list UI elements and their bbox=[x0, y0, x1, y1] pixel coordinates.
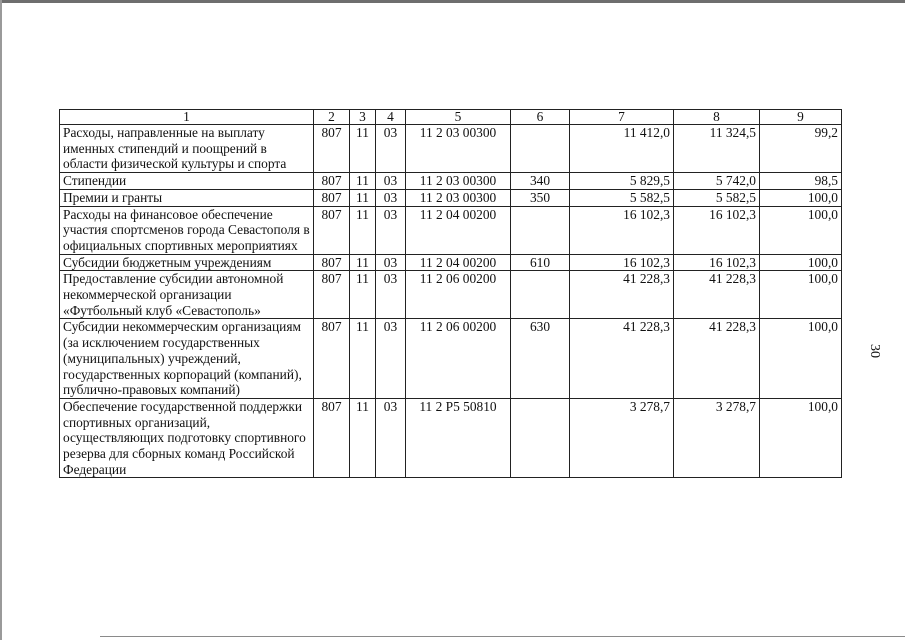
section-code-cell: 11 bbox=[350, 206, 376, 254]
executed-amount-cell: 5 742,0 bbox=[674, 173, 760, 190]
section-code-cell: 11 bbox=[350, 254, 376, 271]
subsection-code-cell: 03 bbox=[376, 319, 406, 399]
execution-percent-cell: 100,0 bbox=[760, 206, 842, 254]
column-number-6: 6 bbox=[511, 110, 570, 125]
expense-type-cell: 340 bbox=[511, 173, 570, 190]
subsection-code-cell: 03 bbox=[376, 254, 406, 271]
table-row bbox=[60, 254, 842, 271]
column-number-5: 5 bbox=[406, 110, 511, 125]
expense-name-cell: Субсидии некоммерческим организациям (за исключением государственных (муниципальных) учреждений, государственных корпораций (компаний), публично-правовых компаний) bbox=[60, 319, 314, 399]
expense-type-cell: 610 bbox=[511, 254, 570, 271]
execution-percent-cell: 100,0 bbox=[760, 254, 842, 271]
planned-amount-cell: 5 829,5 bbox=[570, 173, 674, 190]
planned-amount-cell: 41 228,3 bbox=[570, 271, 674, 319]
budget-table bbox=[59, 109, 842, 478]
subsection-code-cell: 03 bbox=[376, 125, 406, 173]
ministry-code-cell: 807 bbox=[314, 206, 350, 254]
table-row bbox=[60, 271, 842, 319]
scan-border-left bbox=[0, 0, 2, 640]
subsection-code-cell: 03 bbox=[376, 271, 406, 319]
target-article-cell: 11 2 06 00200 bbox=[406, 271, 511, 319]
expense-type-cell bbox=[511, 206, 570, 254]
planned-amount-cell: 3 278,7 bbox=[570, 398, 674, 478]
target-article-cell: 11 2 03 00300 bbox=[406, 189, 511, 206]
planned-amount-cell: 16 102,3 bbox=[570, 254, 674, 271]
subsection-code-cell: 03 bbox=[376, 398, 406, 478]
execution-percent-cell: 100,0 bbox=[760, 319, 842, 399]
target-article-cell: 11 2 04 00200 bbox=[406, 206, 511, 254]
target-article-cell: 11 2 06 00200 bbox=[406, 319, 511, 399]
column-number-8: 8 bbox=[674, 110, 760, 125]
scan-border-top bbox=[0, 0, 905, 3]
column-number-2: 2 bbox=[314, 110, 350, 125]
scan-border-bottom bbox=[100, 636, 905, 637]
expense-type-cell bbox=[511, 271, 570, 319]
budget-table-body bbox=[60, 110, 842, 478]
subsection-code-cell: 03 bbox=[376, 189, 406, 206]
planned-amount-cell: 41 228,3 bbox=[570, 319, 674, 399]
ministry-code-cell: 807 bbox=[314, 271, 350, 319]
execution-percent-cell: 99,2 bbox=[760, 125, 842, 173]
execution-percent-cell: 100,0 bbox=[760, 271, 842, 319]
table-row bbox=[60, 173, 842, 190]
expense-name-cell: Расходы на финансовое обеспечение участия спортсменов города Севастополя в официальных спортивных мероприятиях bbox=[60, 206, 314, 254]
expense-type-cell: 630 bbox=[511, 319, 570, 399]
expense-name-cell: Премии и гранты bbox=[60, 189, 314, 206]
table-row bbox=[60, 319, 842, 399]
execution-percent-cell: 98,5 bbox=[760, 173, 842, 190]
section-code-cell: 11 bbox=[350, 189, 376, 206]
expense-name-cell: Стипендии bbox=[60, 173, 314, 190]
executed-amount-cell: 11 324,5 bbox=[674, 125, 760, 173]
page-number: 30 bbox=[867, 344, 882, 358]
executed-amount-cell: 3 278,7 bbox=[674, 398, 760, 478]
column-number-9: 9 bbox=[760, 110, 842, 125]
execution-percent-cell: 100,0 bbox=[760, 398, 842, 478]
target-article-cell: 11 2 03 00300 bbox=[406, 173, 511, 190]
section-code-cell: 11 bbox=[350, 173, 376, 190]
ministry-code-cell: 807 bbox=[314, 173, 350, 190]
target-article-cell: 11 2 03 00300 bbox=[406, 125, 511, 173]
table-row bbox=[60, 398, 842, 478]
table-row bbox=[60, 206, 842, 254]
expense-name-cell: Субсидии бюджетным учреждениям bbox=[60, 254, 314, 271]
executed-amount-cell: 16 102,3 bbox=[674, 254, 760, 271]
section-code-cell: 11 bbox=[350, 398, 376, 478]
ministry-code-cell: 807 bbox=[314, 125, 350, 173]
column-number-1: 1 bbox=[60, 110, 314, 125]
ministry-code-cell: 807 bbox=[314, 319, 350, 399]
section-code-cell: 11 bbox=[350, 125, 376, 173]
target-article-cell: 11 2 P5 50810 bbox=[406, 398, 511, 478]
execution-percent-cell: 100,0 bbox=[760, 189, 842, 206]
ministry-code-cell: 807 bbox=[314, 189, 350, 206]
column-number-3: 3 bbox=[350, 110, 376, 125]
table-row bbox=[60, 189, 842, 206]
expense-name-cell: Обеспечение государственной поддержки спортивных организаций, осуществляющих подготовку спортивного резерва для сборных команд Российской Федерации bbox=[60, 398, 314, 478]
executed-amount-cell: 41 228,3 bbox=[674, 319, 760, 399]
expense-name-cell: Предоставление субсидии автономной некоммерческой организации «Футбольный клуб «Севастополь» bbox=[60, 271, 314, 319]
ministry-code-cell: 807 bbox=[314, 254, 350, 271]
section-code-cell: 11 bbox=[350, 319, 376, 399]
expense-type-cell bbox=[511, 398, 570, 478]
planned-amount-cell: 5 582,5 bbox=[570, 189, 674, 206]
ministry-code-cell: 807 bbox=[314, 398, 350, 478]
column-number-7: 7 bbox=[570, 110, 674, 125]
table-header-row bbox=[60, 110, 842, 125]
expense-name-cell: Расходы, направленные на выплату именных стипендий и поощрений в области физической культуры и спорта bbox=[60, 125, 314, 173]
executed-amount-cell: 16 102,3 bbox=[674, 206, 760, 254]
expense-type-cell: 350 bbox=[511, 189, 570, 206]
planned-amount-cell: 16 102,3 bbox=[570, 206, 674, 254]
subsection-code-cell: 03 bbox=[376, 206, 406, 254]
executed-amount-cell: 41 228,3 bbox=[674, 271, 760, 319]
subsection-code-cell: 03 bbox=[376, 173, 406, 190]
target-article-cell: 11 2 04 00200 bbox=[406, 254, 511, 271]
section-code-cell: 11 bbox=[350, 271, 376, 319]
planned-amount-cell: 11 412,0 bbox=[570, 125, 674, 173]
executed-amount-cell: 5 582,5 bbox=[674, 189, 760, 206]
column-number-4: 4 bbox=[376, 110, 406, 125]
table-row bbox=[60, 125, 842, 173]
expense-type-cell bbox=[511, 125, 570, 173]
